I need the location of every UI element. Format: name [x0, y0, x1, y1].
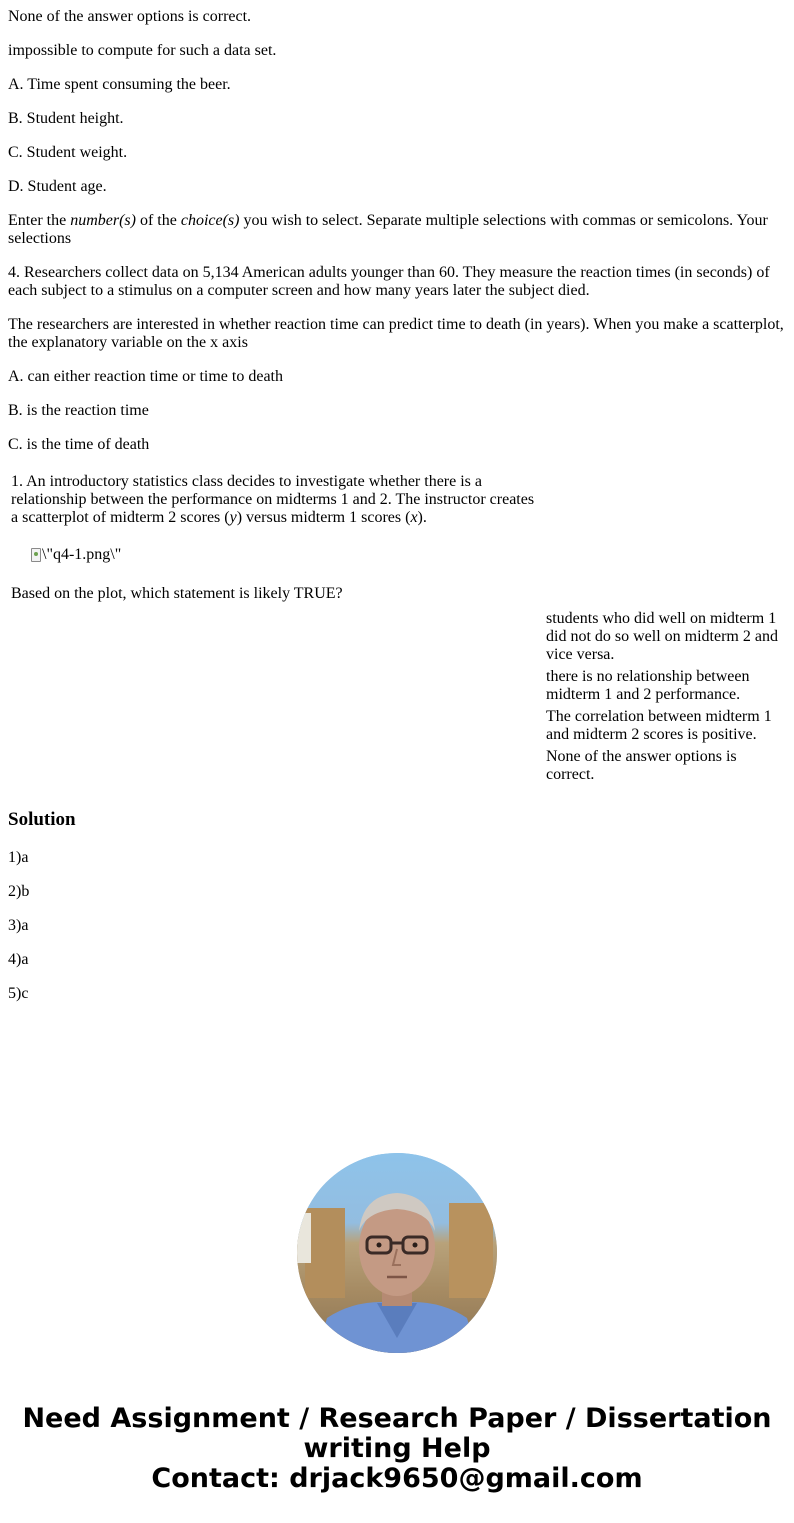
broken-image-icon [31, 548, 41, 562]
q1-option-2: there is no relationship between midterm 1 and 2 performance. [546, 668, 750, 703]
question-1-text: 1. An introductory statistics class decides to investigate whether there is a relationship between the performance on midterms 1 and 2. The instructor creates a scatterplot of midterm 2 scores (y) versus midterm 1 scores (x). [11, 473, 535, 526]
solution-answer: 3)a [8, 917, 29, 934]
question-4-prompt: The researchers are interested in whether reaction time can predict time to death (in years). When you make a scatterplot, the explanatory variable on the x axis [8, 316, 784, 351]
option-c: C. Student weight. [8, 144, 128, 161]
image-alt-text: \"q4-1.png\" [42, 546, 122, 563]
tutor-portrait-icon [297, 1153, 497, 1353]
solution-answer: 4)a [8, 951, 29, 968]
solution-answer: 5)c [8, 985, 29, 1002]
promo-line-2: writing Help [303, 1433, 491, 1464]
q4-option-a: A. can either reaction time or time to death [8, 368, 283, 385]
q1-option-3: The correlation between midterm 1 and midterm 2 scores is positive. [546, 708, 772, 743]
q1-option-1: students who did well on midterm 1 did not do so well on midterm 2 and vice versa. [546, 610, 778, 663]
option-b: B. Student height. [8, 110, 124, 127]
option-text: None of the answer options is correct. [8, 8, 252, 25]
choice-emphasis: choice(s) [180, 212, 240, 229]
q4-option-c: C. is the time of death [8, 436, 150, 453]
solution-answer: 2)b [8, 883, 30, 900]
option-text: impossible to compute for such a data set. [8, 42, 277, 59]
option-d: D. Student age. [8, 178, 107, 195]
question-1-prompt: Based on the plot, which statement is likely TRUE? [11, 585, 343, 602]
selection-instruction: Enter the number(s) of the choice(s) you wish to select. Separate multiple selections with commas or semicolons. Your selections [8, 212, 768, 247]
q4-option-b: B. is the reaction time [8, 402, 149, 419]
broken-image [31, 546, 121, 564]
promo-footer [0, 1404, 794, 1494]
solution-heading: Solution [8, 809, 76, 830]
option-a: A. Time spent consuming the beer. [8, 76, 231, 93]
q1-option-4: None of the answer options is correct. [546, 748, 737, 783]
solution-answer: 1)a [8, 849, 29, 866]
tutor-avatar [297, 1153, 497, 1353]
promo-contact: Contact: drjack9650@gmail.com [151, 1463, 643, 1494]
promo-line-1: Need Assignment / Research Paper / Dissertation [22, 1403, 772, 1434]
number-emphasis: number(s) [70, 212, 136, 229]
question-4-text: 4. Researchers collect data on 5,134 American adults younger than 60. They measure the reaction times (in seconds) of each subject to a stimulus on a computer screen and how many years later the subject died. [8, 264, 770, 299]
